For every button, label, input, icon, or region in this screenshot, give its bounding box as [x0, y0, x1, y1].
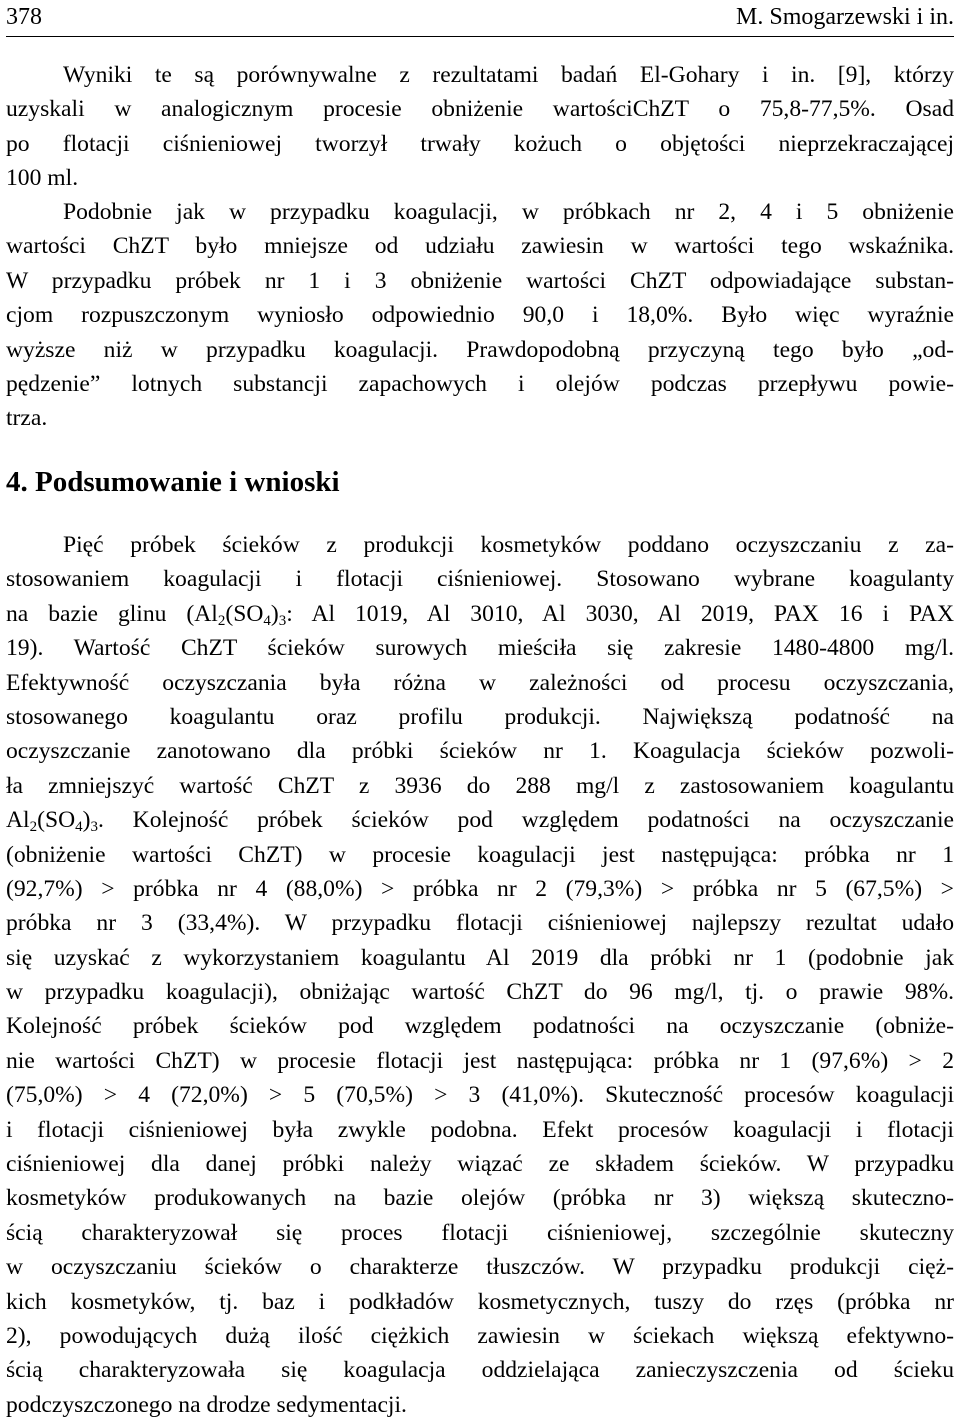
text-line: W przypadku próbek nr 1 i 3 obniżenie wartości ChZT odpowiadające substan-	[6, 267, 954, 294]
text-line: 2), powodujących dużą ilość ciężkich zawiesin w ściekach większą efektywno-	[6, 1322, 954, 1349]
text-line: pędzenie” lotnych substancji zapachowych i olejów podczas przepływu powie-	[6, 370, 954, 397]
text-line: w przypadku koagulacji), obniżając wartość ChZT do 96 mg/l, tj. o prawie 98%.	[6, 979, 954, 1006]
running-header-authors: M. Smogarzewski i in.	[736, 4, 954, 30]
text-run: : Al 1019, Al 3010, Al 3030, Al 2019, PAX 16 i PAX	[286, 600, 954, 627]
text-line: ścią charakteryzował się proces flotacji ciśnieniowej, szczególnie skuteczny	[6, 1219, 954, 1246]
running-header	[6, 0, 954, 37]
text-line: ła zmniejszyć wartość ChZT z 3936 do 288 mg/l z zastosowaniem koagulantu	[6, 772, 954, 799]
text-line: Podobnie jak w przypadku koagulacji, w próbkach nr 2, 4 i 5 obniżenie	[63, 199, 954, 225]
text-line: po flotacji ciśnieniowej tworzył trwały kożuch o objętości nieprzekraczającej	[6, 130, 954, 157]
subscript: 4	[263, 612, 271, 629]
paragraph-cod-reduction	[6, 195, 954, 436]
text-line: Efektywność oczyszczania była różna w zależności od procesu oczyszczania,	[6, 669, 954, 696]
text-line: stosowanego koagulantu oraz profilu produkcji. Największą podatność na	[6, 703, 954, 730]
subscript: 3	[278, 612, 287, 629]
text-line: Wyniki te są porównywalne z rezultatami badań El-Gohary i in. [9], którzy	[63, 62, 954, 88]
text-line: podczyszczonego na drodze sedymentacji.	[6, 1391, 407, 1418]
text-line: (75,0%) > 4 (72,0%) > 5 (70,5%) > 3 (41,0%). Skuteczność procesów koagulacji	[6, 1082, 954, 1109]
text-line: i flotacji ciśnieniowej była zwykle podobna. Efekt procesów koagulacji i flotacji	[6, 1116, 954, 1143]
text-line: wyższe niż w przypadku koagulacji. Prawdopodobną przyczyną tego było „od-	[6, 336, 954, 363]
text-line: (92,7%) > próbka nr 4 (88,0%) > próbka nr 2 (79,3%) > próbka nr 5 (67,5%) >	[6, 875, 954, 902]
text-line: cjom rozpuszczonym wyniosło odpowiednio 90,0 i 18,0%. Było więc wyraźnie	[6, 302, 954, 329]
text-run: )	[82, 807, 91, 834]
text-line: wartości ChZT było mniejsze od udziału zawiesin w wartości tego wskaźnika.	[6, 233, 954, 260]
text-line: ciśnieniowej dla danej próbki należy wiązać ze składem ścieków. W przypadku	[6, 1151, 954, 1178]
text-line: Kolejność próbek ścieków pod względem podatności na oczyszczanie (obniże-	[6, 1013, 954, 1040]
text-run: (SO	[225, 600, 264, 627]
text-line: Pięć próbek ścieków z produkcji kosmetyków poddano oczyszczaniu z za-	[63, 532, 954, 558]
text-line: uzyskali w analogicznym procesie obniżenie wartościChZT o 75,8-77,5%. Osad	[6, 96, 954, 123]
text-line: 100 ml.	[6, 165, 79, 192]
text-line: 19). Wartość ChZT ścieków surowych mieściła się zakresie 1480-4800 mg/l.	[6, 635, 954, 662]
text-run: . Kolejność próbek ścieków pod względem podatności na oczyszczanie	[97, 807, 954, 834]
text-line-formula	[6, 803, 954, 837]
text-line: kich kosmetyków, tj. baz i podkładów kosmetycznych, tuszy do rzęs (próbka nr	[6, 1288, 954, 1315]
text-line: nie wartości ChZT) w procesie flotacji jest następująca: próbka nr 1 (97,6%) > 2	[6, 1047, 954, 1074]
text-run: )	[270, 600, 279, 627]
text-line: trza.	[6, 405, 48, 432]
section-heading: 4. Podsumowanie i wnioski	[6, 466, 340, 498]
text-line: oczyszczanie zanotowano dla próbki ścieków nr 1. Koagulacja ścieków pozwoli-	[6, 738, 954, 765]
subscript: 2	[29, 819, 38, 836]
text-run: Al	[6, 807, 30, 834]
text-run: (SO	[37, 807, 76, 834]
text-line-formula	[6, 597, 954, 631]
text-line: w oczyszczaniu ścieków o charakterze tłuszczów. W przypadku produkcji cięż-	[6, 1254, 954, 1281]
text-line: ścią charakteryzowała się koagulacja oddzielająca zanieczyszczenia od ścieku	[6, 1357, 954, 1384]
text-run: na bazie glinu (Al	[6, 600, 218, 627]
paragraph-summary	[6, 528, 954, 1422]
subscript: 4	[75, 819, 83, 836]
text-line: (obniżenie wartości ChZT) w procesie koagulacji jest następująca: próbka nr 1	[6, 841, 954, 868]
text-line: stosowaniem koagulacji i flotacji ciśnieniowej. Stosowano wybrane koagulanty	[6, 566, 954, 593]
text-line: próbka nr 3 (33,4%). W przypadku flotacji ciśnieniowej najlepszy rezultat udało	[6, 910, 954, 937]
text-line: kosmetyków produkowanych na bazie olejów (próbka nr 3) większą skuteczno-	[6, 1185, 954, 1212]
page-number: 378	[6, 4, 42, 30]
subscript: 2	[217, 612, 226, 629]
paragraph-results-comparison	[6, 58, 954, 196]
text-line: się uzyskać z wykorzystaniem koagulantu Al 2019 dla próbki nr 1 (podobnie jak	[6, 944, 954, 971]
subscript: 3	[90, 819, 98, 836]
